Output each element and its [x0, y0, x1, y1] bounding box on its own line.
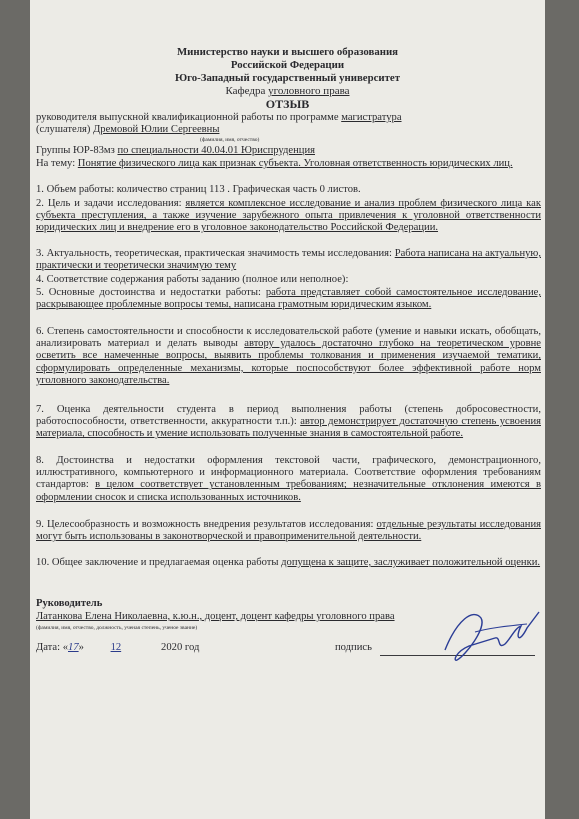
intro-line: руководителя выпускной квалификационной работы по программе магистратура — [36, 112, 402, 123]
item-5-answer: работа представляет собой самостоятельное исследование, раскрывающее проблемные вопросы темы, написана грамотным юридическим языком. — [36, 287, 541, 311]
item-7-answer: автор демонстрирует достаточную степень усвоения материала, способность и умение использовать полученные знания в самостоятельной работе. — [36, 416, 541, 440]
university-name: Юго-Западный государственный университет — [174, 72, 401, 84]
topic-line: На тему: Понятие физического лица как признак субъекта. Уголовная ответственность юридических лиц. — [36, 158, 513, 169]
supervisor-name: Латанкова Елена Николаевна, к.ю.н., доцент, доцент кафедры уголовного права — [36, 611, 395, 622]
student-line: (слушателя) Дремовой Юлии Сергеевны — [36, 124, 220, 135]
program-value: магистратура — [341, 112, 402, 123]
date-line: Дата: «17» 12 2020 год — [36, 642, 200, 653]
supervisor-hint: (фамилия, имя, отчество, должность, ученая степень, ученое звание) — [36, 625, 198, 631]
signature-label: подпись — [335, 642, 372, 653]
item-1: 1. Объем работы: количество страниц 113 . Графическая часть 0 листов. — [36, 184, 361, 195]
item-3-answer: Работа написана на актуальную, практически и теоретически значимую тему — [36, 248, 541, 272]
date-day: 17 — [68, 642, 79, 653]
group-line: Группы ЮР-83мз по специальности 40.04.01 Юриспруденция — [36, 145, 315, 156]
fio-hint: (фамилия, имя, отчество) — [200, 137, 260, 143]
review-page — [30, 0, 545, 819]
item-9-answer: отдельные результаты исследования могут быть использованы в законотворческой и правоприменительной деятельности. — [36, 519, 541, 543]
item-6-answer: автору удалось достаточно глубоко на теоретическом уровне осветить все намеченные вопросы, выявить проблемы толкования и применения изучаемой тематики, сформулировать определенные механизмы, которые поспособствуют более эффективной работе норм уголовного законодательства. — [36, 338, 541, 386]
item-4: 4. Соответствие содержания работы заданию (полное или неполное): — [36, 274, 349, 285]
handwritten-signature — [435, 598, 545, 673]
item-10: 10. Общее заключение и предлагаемая оценка работы допущена к защите, заслуживает положительной оценки. — [36, 557, 541, 568]
federation-line: Российской Федерации — [230, 59, 345, 71]
item-3: 3. Актуальность, теоретическая, практическая значимость темы исследования: Работа написана на актуальную, практически и теоретически значимую тему — [36, 248, 541, 272]
student-name: Дремовой Юлии Сергеевны — [93, 124, 220, 135]
supervisor-label: Руководитель — [36, 598, 103, 609]
item-2: 2. Цель и задачи исследования: является комплексное исследование и анализ проблем физического лица как субъекта преступления, а также изучение зарубежного опыта привлечения к уголовной ответственности юридических лиц и внедрение его в уголовное законодательство Российской Федерации. — [36, 198, 541, 234]
item-6: 6. Степень самостоятельности и способности к исследовательской работе (умение и навыки искать, обобщать, анализировать материал и делать выводы автору удалось достаточно глубоко на теоретическом уровне осветить все намеченные вопросы, выявить проблемы толкования и применения изучаемой тематики, сформулировать определенные механизмы, которые поспособствуют более эффективной работе норм уголовного законодательства. — [36, 326, 541, 386]
date-month: 12 — [110, 642, 122, 653]
item-2-answer: является комплексное исследование и анализ проблем физического лица как субъекта преступления, а также изучение зарубежного опыта привлечения к уголовной ответственности юридических лиц и внедрение его в уголовное законодательство Российской Федерации. — [36, 198, 541, 234]
date-year: 2020 год — [161, 642, 200, 653]
document-title: ОТЗЫВ — [265, 97, 310, 111]
item-9: 9. Целесообразность и возможность внедрения результатов исследования: отдельные результаты исследования могут быть использованы в законотворческой и правоприменительной деятельности. — [36, 519, 541, 543]
department-line: Кафедра уголовного права — [225, 85, 350, 97]
item-8-answer: в целом соответствует установленным требованиям; незначительные отклонения имеются в оформлении сносок и списка использованных источников. — [36, 479, 541, 503]
specialty-value: по специальности 40.04.01 Юриспруденция — [117, 145, 315, 156]
department-name: уголовного права — [268, 85, 350, 97]
item-10-answer: допущена к защите, заслуживает положительной оценки. — [281, 557, 541, 568]
item-8: 8. Достоинства и недостатки оформления текстовой части, графического, демонстрационного, иллюстративного, компьютерного и информационного материала. Соответствие оформления требованиям стандартов: в целом соответствует установленным требованиям; незначительные отклонения имеются в оформлении сносок и списка использованных источников. — [36, 455, 541, 503]
topic-value: Понятие физического лица как признак субъекта. Уголовная ответственность юридических лиц. — [77, 158, 513, 169]
ministry-line: Министерство науки и высшего образования — [176, 46, 399, 58]
item-7: 7. Оценка деятельности студента в период выполнения работы (степень добросовестности, работоспособности, ответственности, аккуратности т.п.): автор демонстрирует достаточную степень усвоения материала, способность и умение использовать полученные знания в самостоятельной работе. — [36, 404, 541, 440]
item-5: 5. Основные достоинства и недостатки работы: работа представляет собой самостоятельное исследование, раскрывающее проблемные вопросы темы, написана грамотным юридическим языком. — [36, 287, 541, 311]
